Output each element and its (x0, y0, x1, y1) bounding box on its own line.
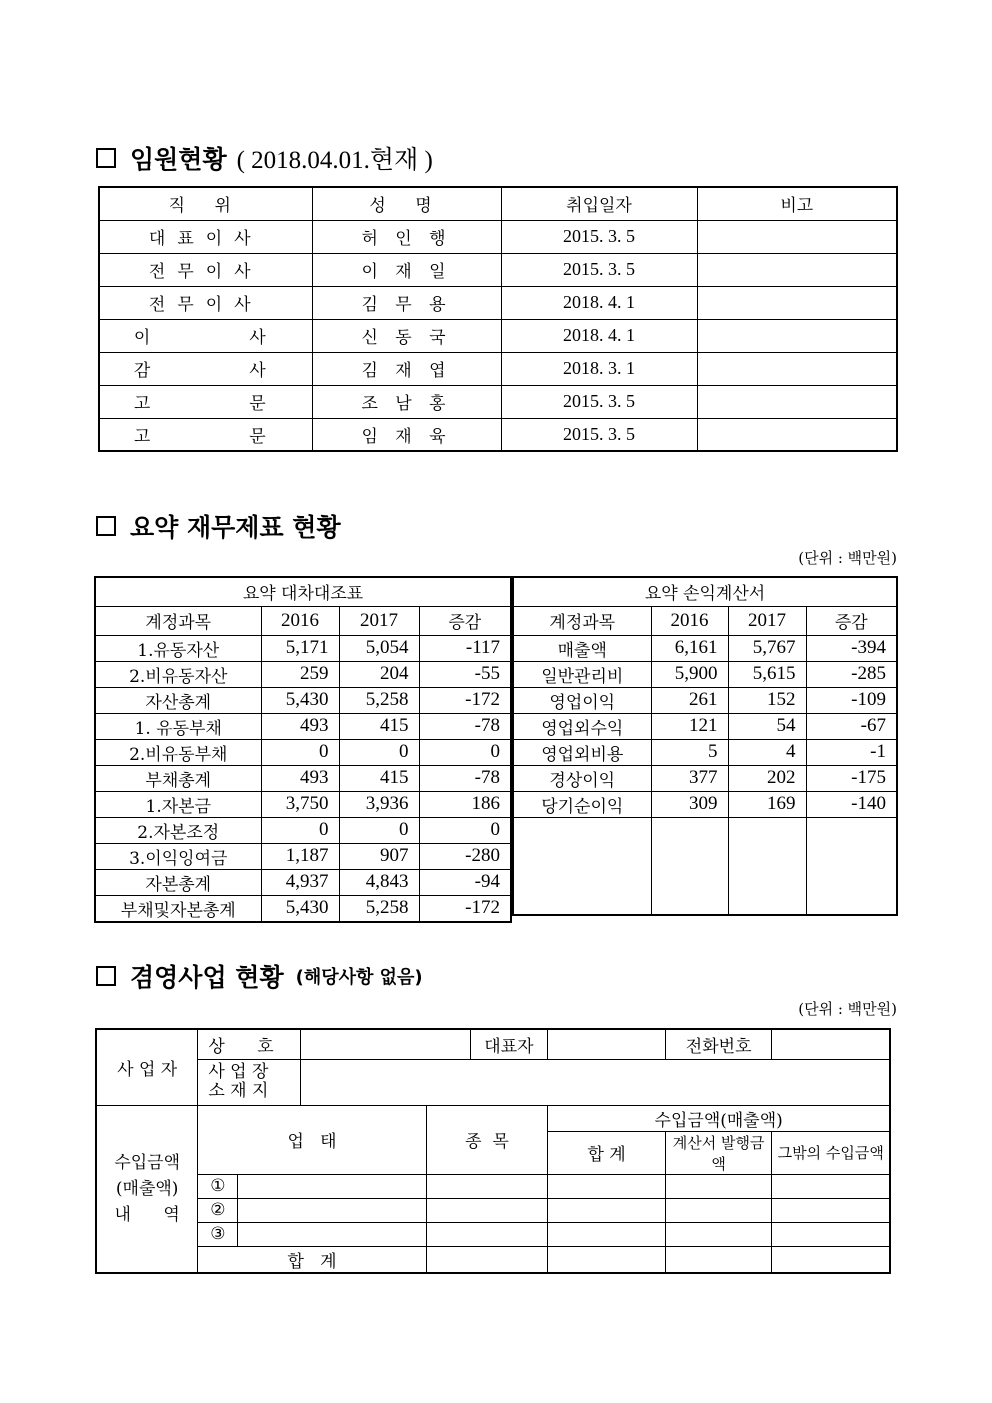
account-value: 4 (728, 739, 806, 765)
account-row (95, 635, 511, 661)
account-row (513, 765, 897, 791)
income-statement-table (512, 576, 898, 916)
account-row (513, 842, 897, 867)
account-value: 0 (339, 817, 419, 843)
row-mark: ③ (198, 1222, 238, 1246)
officer-note (697, 352, 897, 385)
account-value: 5,054 (339, 635, 419, 661)
officer-start-date: 2018. 3. 1 (501, 352, 697, 385)
account-row (95, 791, 511, 817)
empty-cell (728, 842, 806, 867)
account-value: 5,615 (728, 661, 806, 687)
account-value: 169 (728, 791, 806, 817)
account-name: 영업외비용 (513, 739, 651, 765)
account-change: -285 (806, 661, 897, 687)
account-change: -394 (806, 635, 897, 661)
account-name: 부채총계 (95, 765, 261, 791)
financials-unit: (단위 : 백만원) (798, 549, 897, 567)
officer-position: 전무이사 (99, 286, 312, 319)
account-name: 부채및자본총계 (95, 895, 261, 922)
account-value: 415 (339, 713, 419, 739)
empty-cell (651, 842, 728, 867)
side-business-unit: (단위 : 백만원) (798, 1000, 897, 1018)
invoice-cell[interactable] (665, 1198, 772, 1222)
officer-note (697, 220, 897, 253)
row-mark: ② (198, 1198, 238, 1222)
header-change: 증감 (419, 606, 511, 635)
account-row (95, 687, 511, 713)
officer-start-date: 2015. 3. 5 (501, 418, 697, 451)
account-change: -109 (806, 687, 897, 713)
account-value: 261 (651, 687, 728, 713)
total-cell[interactable] (548, 1198, 666, 1222)
item-cell[interactable] (426, 1222, 548, 1246)
total-cell[interactable] (548, 1174, 666, 1198)
account-value: 3,750 (261, 791, 339, 817)
account-row (513, 891, 897, 916)
invoice-sum-cell[interactable] (665, 1246, 772, 1273)
account-value: 204 (339, 661, 419, 687)
other-revenue-sum-cell[interactable] (772, 1246, 890, 1273)
account-row (95, 765, 511, 791)
officer-position: 고 문 (99, 385, 312, 418)
account-value: 0 (261, 739, 339, 765)
total-cell[interactable] (548, 1222, 666, 1246)
account-name: 3.이익잉여금 (95, 843, 261, 869)
account-change: -55 (419, 661, 511, 687)
account-row (513, 635, 897, 661)
officer-start-date: 2018. 4. 1 (501, 319, 697, 352)
officer-position: 감 사 (99, 352, 312, 385)
empty-cell (728, 817, 806, 842)
account-change: -94 (419, 869, 511, 895)
header-account: 계정과목 (513, 606, 651, 635)
checkbox-icon[interactable] (96, 516, 116, 536)
officer-position: 전무이사 (99, 253, 312, 286)
empty-cell (651, 891, 728, 916)
officers-section-title: 임원현황 ( 2018.04.01.현재 ) (96, 140, 433, 176)
account-row (95, 895, 511, 922)
invoice-cell[interactable] (665, 1222, 772, 1246)
account-name: 1. 유동부채 (95, 713, 261, 739)
revenue-label: 수입금액 (매출액) 내 역 (96, 1105, 198, 1273)
officers-table (98, 186, 898, 452)
account-change: -140 (806, 791, 897, 817)
empty-cell (728, 891, 806, 916)
officer-name: 김 재 엽 (312, 352, 501, 385)
invoice-header: 계산서 발행금액 (665, 1131, 772, 1174)
phone-label: 전화번호 (665, 1029, 772, 1059)
account-name: 일반관리비 (513, 661, 651, 687)
account-value: 5 (651, 739, 728, 765)
business-type-cell[interactable] (238, 1198, 426, 1222)
officer-position: 이 사 (99, 319, 312, 352)
officer-name: 조 남 홍 (312, 385, 501, 418)
officer-start-date: 2015. 3. 5 (501, 220, 697, 253)
account-change: -280 (419, 843, 511, 869)
header-2017: 2017 (339, 606, 419, 635)
business-type-cell[interactable] (238, 1174, 426, 1198)
account-row (95, 817, 511, 843)
row-mark: ① (198, 1174, 238, 1198)
account-change: 0 (419, 817, 511, 843)
rep-label: 대표자 (470, 1029, 548, 1059)
account-value: 1,187 (261, 843, 339, 869)
header-2016: 2016 (261, 606, 339, 635)
header-2017: 2017 (728, 606, 806, 635)
account-value: 493 (261, 765, 339, 791)
account-value: 6,161 (651, 635, 728, 661)
officer-row (99, 352, 897, 385)
account-change: -78 (419, 765, 511, 791)
account-row (513, 713, 897, 739)
account-name: 2.비유동자산 (95, 661, 261, 687)
other-revenue-cell[interactable] (772, 1174, 890, 1198)
phone-value[interactable] (772, 1029, 890, 1059)
sum-label: 합 계 (198, 1246, 426, 1273)
account-value: 5,171 (261, 635, 339, 661)
empty-cell (728, 866, 806, 891)
account-change: -172 (419, 895, 511, 922)
business-label: 사 업 자 (96, 1029, 198, 1105)
officer-name: 허 인 행 (312, 220, 501, 253)
account-value: 5,430 (261, 687, 339, 713)
header-position: 직 위 (99, 187, 312, 220)
header-name: 성 명 (312, 187, 501, 220)
header-note: 비고 (697, 187, 897, 220)
account-name: 2.비유동부채 (95, 739, 261, 765)
officer-position: 고 문 (99, 418, 312, 451)
officer-note (697, 385, 897, 418)
trade-name-value[interactable] (301, 1029, 470, 1059)
account-row (513, 739, 897, 765)
account-row (513, 687, 897, 713)
account-row (95, 661, 511, 687)
account-change: -172 (419, 687, 511, 713)
account-change: -78 (419, 713, 511, 739)
empty-cell (806, 866, 897, 891)
location-value[interactable] (301, 1059, 890, 1105)
empty-cell (806, 842, 897, 867)
account-name: 자산총계 (95, 687, 261, 713)
income-title: 요약 손익계산서 (513, 577, 897, 606)
empty-cell (513, 842, 651, 867)
account-row (95, 713, 511, 739)
officer-start-date: 2018. 4. 1 (501, 286, 697, 319)
account-row (513, 791, 897, 817)
account-row (95, 739, 511, 765)
header-date: 취입일자 (501, 187, 697, 220)
officer-name: 임 재 육 (312, 418, 501, 451)
item-cell[interactable] (426, 1174, 548, 1198)
officer-position: 대표이사 (99, 220, 312, 253)
account-change: -67 (806, 713, 897, 739)
account-value: 907 (339, 843, 419, 869)
account-name: 영업외수익 (513, 713, 651, 739)
account-row (513, 817, 897, 842)
other-revenue-header: 그밖의 수입금액 (772, 1131, 890, 1174)
checkbox-icon[interactable] (96, 148, 116, 168)
account-value: 259 (261, 661, 339, 687)
location-label: 사 업 장 소 재 지 (198, 1059, 301, 1105)
account-value: 493 (261, 713, 339, 739)
account-value: 5,430 (261, 895, 339, 922)
empty-cell (806, 891, 897, 916)
empty-cell (651, 817, 728, 842)
officer-row (99, 319, 897, 352)
balance-title: 요약 대차대조표 (95, 577, 511, 606)
item-cell[interactable] (426, 1198, 548, 1222)
officer-name: 이 재 일 (312, 253, 501, 286)
account-value: 4,843 (339, 869, 419, 895)
checkbox-icon[interactable] (96, 966, 116, 986)
officer-row (99, 385, 897, 418)
business-type-header: 업 태 (198, 1105, 426, 1174)
header-account: 계정과목 (95, 606, 261, 635)
officer-row (99, 286, 897, 319)
account-name: 당기순이익 (513, 791, 651, 817)
empty-cell (513, 817, 651, 842)
account-value: 5,900 (651, 661, 728, 687)
side-business-section-title: 겸영사업 현황 (해당사항 없음) (96, 958, 423, 994)
total-sum-cell[interactable] (548, 1246, 666, 1273)
account-name: 2.자본조정 (95, 817, 261, 843)
account-value: 0 (261, 817, 339, 843)
trade-name-label: 상 호 (198, 1029, 301, 1059)
empty-cell (806, 817, 897, 842)
account-row (95, 869, 511, 895)
officer-start-date: 2015. 3. 5 (501, 253, 697, 286)
balance-sheet-table (94, 576, 512, 923)
officer-start-date: 2015. 3. 5 (501, 385, 697, 418)
account-change: -117 (419, 635, 511, 661)
account-value: 54 (728, 713, 806, 739)
empty-cell (513, 866, 651, 891)
account-name: 1.유동자산 (95, 635, 261, 661)
account-value: 5,767 (728, 635, 806, 661)
account-value: 121 (651, 713, 728, 739)
business-type-cell[interactable] (238, 1222, 426, 1246)
officer-row (99, 220, 897, 253)
side-business-table (95, 1028, 891, 1274)
account-value: 5,258 (339, 687, 419, 713)
empty-cell (513, 891, 651, 916)
account-name: 경상이익 (513, 765, 651, 791)
rep-value[interactable] (548, 1029, 666, 1059)
account-value: 377 (651, 765, 728, 791)
officer-note (697, 286, 897, 319)
header-change: 증감 (806, 606, 897, 635)
account-value: 415 (339, 765, 419, 791)
officer-name: 김 무 용 (312, 286, 501, 319)
other-revenue-cell[interactable] (772, 1222, 890, 1246)
revenue-header: 수입금액(매출액) (548, 1105, 890, 1131)
account-value: 0 (339, 739, 419, 765)
financials-section-title: 요약 재무제표 현황 (96, 508, 341, 544)
account-value: 202 (728, 765, 806, 791)
account-change: -1 (806, 739, 897, 765)
account-value: 4,937 (261, 869, 339, 895)
account-row (513, 661, 897, 687)
account-name: 영업이익 (513, 687, 651, 713)
account-row (95, 843, 511, 869)
total-header: 합 계 (548, 1131, 666, 1174)
account-change: -175 (806, 765, 897, 791)
item-header: 종 목 (426, 1105, 548, 1174)
other-revenue-cell[interactable] (772, 1198, 890, 1222)
account-name: 매출액 (513, 635, 651, 661)
officer-row (99, 418, 897, 451)
invoice-cell[interactable] (665, 1174, 772, 1198)
account-row (513, 866, 897, 891)
empty-cell (651, 866, 728, 891)
officer-note (697, 253, 897, 286)
officer-name: 신 동 국 (312, 319, 501, 352)
officer-note (697, 319, 897, 352)
account-change: 0 (419, 739, 511, 765)
account-value: 5,258 (339, 895, 419, 922)
item-sum-cell[interactable] (426, 1246, 548, 1273)
account-name: 1.자본금 (95, 791, 261, 817)
header-2016: 2016 (651, 606, 728, 635)
account-value: 309 (651, 791, 728, 817)
account-name: 자본총계 (95, 869, 261, 895)
account-value: 152 (728, 687, 806, 713)
officer-row (99, 253, 897, 286)
account-change: 186 (419, 791, 511, 817)
officer-note (697, 418, 897, 451)
account-value: 3,936 (339, 791, 419, 817)
